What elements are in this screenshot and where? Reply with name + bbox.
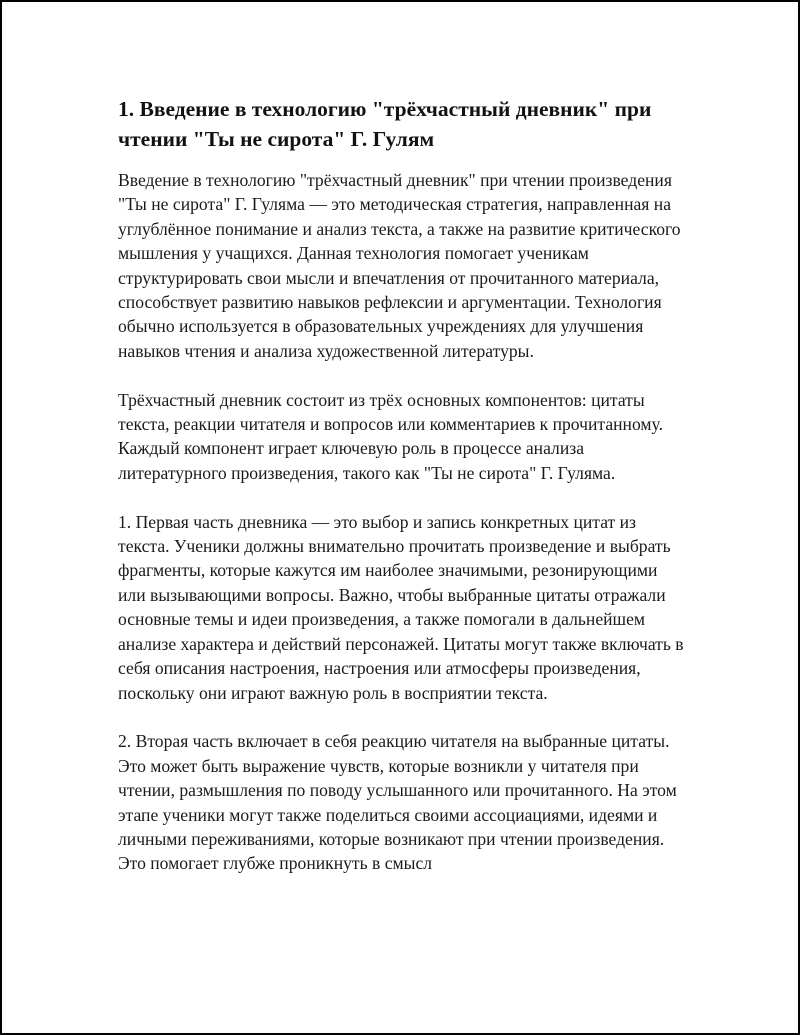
paragraph-introduction: Введение в технологию "трёхчастный дневник" при чтении произведения "Ты не сирота" Г. Гуляма — это методическая стратегия, направленная на углублённое понимание и анализ текста, а также на развитие критического мышления у учащихся. Данная технология помогает ученикам структурировать свои мысли и впечатления от прочитанного материала, способствует развитию навыков рефлексии и аргументации. Технология обычно используется в образовательных учреждениях для улучшения навыков чтения и анализа художественной литературы.	[118, 170, 681, 361]
paragraph-part-one: 1. Первая часть дневника — это выбор и запись конкретных цитат из текста. Ученики должны внимательно прочитать произведение и выбрать фрагменты, которые кажутся им наиболее значимыми, резонирующими или вызывающими вопросы. Важно, чтобы выбранные цитаты отражали основные темы и идеи произведения, а также помогали в дальнейшем анализе характера и действий персонажей. Цитаты могут также включать в себя описания настроения, настроения или атмосферы произведения, поскольку они играют важную роль в восприятии текста.	[118, 511, 684, 703]
paragraph-components: Трёхчастный дневник состоит из трёх основных компонентов: цитаты текста, реакции читателя и вопросов или комментариев к прочитанному. Каждый компонент играет ключевую роль в процессе анализа литературного произведения, такого как "Ты не сирота" Г. Гуляма.	[118, 389, 663, 483]
section-heading: 1. Введение в технологию "трёхчастный дневник" при чтении "Ты не сирота" Г. Гулям	[118, 97, 652, 151]
paragraph-part-two: 2. Вторая часть включает в себя реакцию читателя на выбранные цитаты. Это может быть выражение чувств, которые возникли у читателя при чтении, размышления по поводу услышанного или прочитанного. На этом этапе ученики могут также поделиться своими ассоциациями, идеями и личными переживаниями, которые возникают при чтении произведения. Это помогает глубже проникнуть в смысл	[118, 731, 677, 874]
document-body	[118, 94, 688, 900]
